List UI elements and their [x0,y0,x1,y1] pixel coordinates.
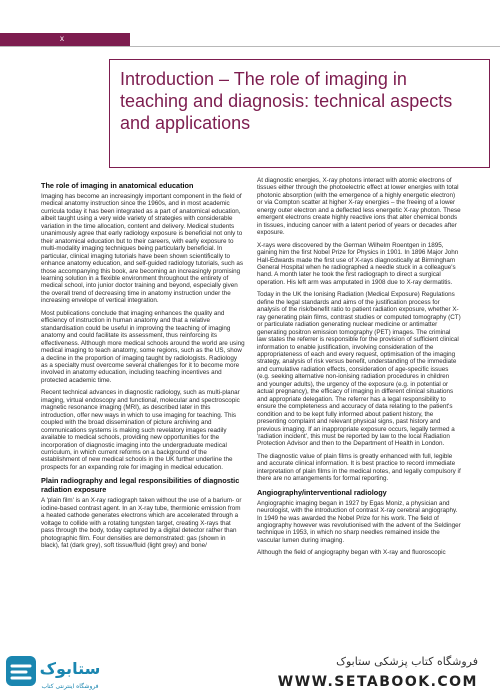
body-paragraph: Imaging has become an increasingly important component in the field of medical anatomy instruction since the 1960s, and in most academic curricula today it has been integrated as a part of anatomical education, albeit taught using a very wide variety of strategies with considerable variation in the time allocation, content and delivery. Medical students unanimously agree that early radiology exposure is beneficial not only to their anatomical education but to their careers, with early exposure to multi-modality imaging techniques being particularly beneficial. In particular, clinical imaging tutorials have been shown scientifically to enhance anatomy education, and self-guided radiology tutorials, such as those accompanying this book, are becoming an increasingly promising learning solution in a flexible environment throughout the entirety of medical school, into junior doctor training and beyond, especially given the overall trend of decreasing time in anatomy instruction under the increasing envelope of vertical integration. [41,193,243,305]
body-paragraph: Most publications conclude that imaging enhances the quality and efficiency of instruction in human anatomy and that a relative standardisation could be useful in improving the teaching of imaging anatomy and could facilitate its assessment, thus reinforcing its effectiveness. Although more medical schools around the world are using medical imaging to teach anatomy, some regions, such as the US, show a decline in the proportion of imaging taught by radiologists. Radiology as a specialty must overcome several challenges for it to become more involved in anatomy education, including teaching incentives and protected academic time. [41,309,245,384]
section-marker: x [60,34,64,43]
left-column [41,177,245,554]
header-rule [0,46,500,47]
section-heading: Plain radiography and legal responsibilities of diagnostic radiation exposure [41,476,240,495]
section-tab [0,33,130,47]
logo-text: ستابوک [39,659,101,678]
page-header [0,0,500,47]
logo-subtext: فروشگاه اینترنتی کتاب [41,683,99,690]
section-heading: The role of imaging in anatomical education [41,181,194,190]
chapter-title: Introduction – The role of imaging in teaching and diagnosis: technical aspects and applications [120,69,453,133]
body-paragraph: Although the field of angiography began with X-ray and fluoroscopic [257,549,446,557]
watermark-url: WWW.SETABOOK.COM [277,674,478,690]
body-paragraph: Today in the UK the Ionising Radiation (Medical Exposure) Regulations define the legal standards and aims of the justification process for analysis of the risk/benefit ratio to patient radiation exposure, whether X-ray generating plain films, contrast studies or computed tomography (CT) or particulate radiation generating nuclear medicine or antimatter generating positron emission tomography (PET) images. The criminal law states the referrer is responsible for the provision of sufficient clinical information to enable justification, involving consideration of the appropriateness of each and every request, optimisation of the imaging strategy, analysis of risk versus benefit, understanding of the immediate and cumulative radiation effects, consideration of age-specific issues (e.g. seeking alternative non-ionising radiation procedures in children and younger adults), the urgency of the exposure (e.g. in potential or actual pregnancy), the efficacy of imaging in different clinical situations and appropriate delegation. The referrer has a legal responsibility to ensure the completeness and accuracy of data relating to the patient's condition and to be kept fully informed about patient history, the presenting complaint and relevant physical signs, past history and previous imaging. If an inappropriate exposure occurs, legally termed a 'radiation incident', this must be reported by law to the local Radiation Protection Advisor and then to the Department of Health in London. [257,291,461,448]
right-column [257,177,461,562]
body-paragraph: X-rays were discovered by the German Wilhelm Roentgen in 1895, gaining him the first Nobel Prize for Physics in 1901. In 1896 Major John Hall-Edwards made the first use of X-rays diagnostically at Birmingham General Hospital when he radiographed a needle stuck in a colleague's hand. A month later he took the first radiograph to direct a surgical operation. His left arm was amputated in 1908 due to X-ray dermatitis. [257,241,459,286]
body-paragraph: At diagnostic energies, X-ray photons interact with atomic electrons of tissues either through the photoelectric effect at lower energies with total photonic absorption (with the emergence of a highly energetic electron) or via Compton scatter at higher X-ray energies – the freeing of a lower energy outer electron and a deflected less energetic X-ray photon. These emergent electrons create highly reactive ions that alter chemical bonds in tissues, inducing cancer with a latent period of years or decades after exposure. [257,177,461,237]
watermark-persian: فروشگاه کتاب پزشکی ستابوک [336,655,478,668]
body-paragraph: A 'plain film' is an X-ray radiograph taken without the use of a barium- or iodine-based contrast agent. In an X-ray tube, thermionic emission from a heated cathode generates electrons which are accelerated through a voltage to collide with a rotating tungsten target, creating X-rays that pass through the body, today captured by a digital detector rather than photographic film. Four densities are demonstrated: gas (shown in black), fat (dark grey), soft tissue/fluid (light grey) and bone/ [41,497,242,550]
section-heading: Angiography/interventional radiology [257,487,387,497]
body-paragraph: The diagnostic value of plain films is greatly enhanced with full, legible and accurate clinical information. It is best practice to record immediate interpretation of plain films in the medical notes, and legally compulsory if there are no arrangements for formal reporting. [257,452,461,483]
title-box [109,59,490,168]
body-paragraph: Recent technical advances in diagnostic radiology, such as multi-planar imaging, virtual endoscopy and functional, molecular and spectroscopic magnetic resonance imaging (MRI), as described later in this introduction, offer new ways in which to use imaging for teaching. This coupled with the broad dissemination of picture archiving and communications systems is making such revelatory images readily available to medical schools, providing new opportunities for the incorporation of diagnostic imaging into the undergraduate medical curriculum, in which current reforms on a background of the establishment of new medical schools in the UK further underline the prospects for an expanding role for imaging in medical education. [41,389,240,471]
setabook-logo [2,648,102,698]
body-paragraph: Angiographic imaging began in 1927 by Egas Moniz, a physician and neurologist, with the introduction of contrast X-ray cerebral angiography. In 1949 he was awarded the Nobel Prize for his work. The field of angiography however was revolutionised with the advent of the Seldinger technique in 1953, in which no sharp needles remained inside the vascular lumen during imaging. [257,499,461,544]
